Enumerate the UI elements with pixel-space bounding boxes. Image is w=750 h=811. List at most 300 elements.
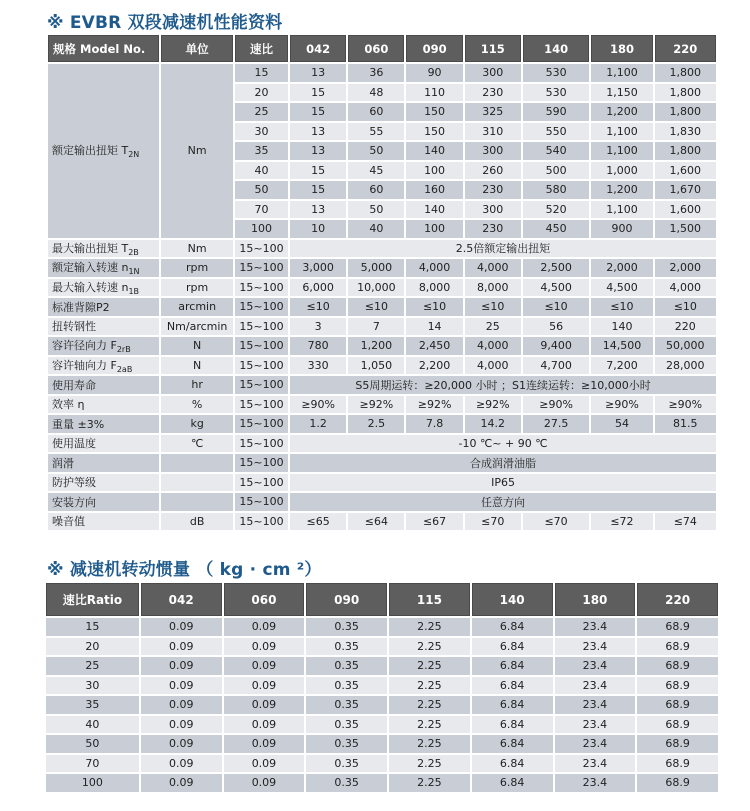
value-cell: 300 bbox=[465, 64, 521, 82]
value-cell: 14 bbox=[406, 318, 462, 336]
table-row bbox=[48, 454, 716, 472]
param-label: 安装方向 bbox=[52, 495, 96, 509]
value-cell: 2.25 bbox=[389, 735, 470, 753]
value-cell: 68.9 bbox=[637, 657, 718, 675]
value-cell: 2.25 bbox=[389, 696, 470, 714]
value-cell: 0.09 bbox=[224, 618, 305, 636]
ratio-cell: 25 bbox=[235, 103, 288, 121]
value-cell: 25 bbox=[465, 318, 521, 336]
column-header: 115 bbox=[389, 583, 470, 616]
unit-cell: ℃ bbox=[161, 435, 233, 453]
performance-spec-table bbox=[46, 33, 718, 532]
param-label: 容许轴向力 F bbox=[52, 358, 117, 372]
value-cell: 3 bbox=[290, 318, 346, 336]
inertia-header-row bbox=[46, 583, 718, 616]
value-cell: 13 bbox=[290, 64, 346, 82]
value-cell: ≤64 bbox=[348, 513, 404, 531]
unit-cell bbox=[161, 474, 233, 492]
table-row bbox=[46, 735, 718, 753]
ratio-cell: 15~100 bbox=[235, 279, 288, 297]
value-cell: 0.09 bbox=[141, 677, 222, 695]
value-cell: 1,100 bbox=[591, 123, 652, 141]
value-cell: 0.09 bbox=[141, 755, 222, 773]
value-cell: 13 bbox=[290, 142, 346, 160]
value-cell: 15 bbox=[290, 103, 346, 121]
value-cell: 6.84 bbox=[472, 696, 553, 714]
value-cell: ≤65 bbox=[290, 513, 346, 531]
param-label-cell bbox=[48, 337, 159, 355]
value-cell: 36 bbox=[348, 64, 404, 82]
value-cell: 150 bbox=[406, 103, 462, 121]
ratio-cell: 25 bbox=[46, 657, 139, 675]
table-row bbox=[46, 618, 718, 636]
value-cell: 0.35 bbox=[306, 638, 387, 656]
value-cell: 6.84 bbox=[472, 735, 553, 753]
value-cell: 140 bbox=[406, 142, 462, 160]
value-cell: 530 bbox=[523, 64, 589, 82]
value-cell: 50 bbox=[348, 201, 404, 219]
value-cell: 1,200 bbox=[591, 181, 652, 199]
value-cell: 2.25 bbox=[389, 677, 470, 695]
value-cell: 9,400 bbox=[523, 337, 589, 355]
param-label-cell bbox=[48, 396, 159, 414]
value-cell: ≥90% bbox=[523, 396, 589, 414]
table-row bbox=[48, 415, 716, 433]
table-row bbox=[46, 638, 718, 656]
value-cell: 0.09 bbox=[224, 696, 305, 714]
value-cell: 68.9 bbox=[637, 716, 718, 734]
value-cell: 14,500 bbox=[591, 337, 652, 355]
value-cell: 300 bbox=[465, 201, 521, 219]
table-row bbox=[48, 240, 716, 258]
value-cell: 10 bbox=[290, 220, 346, 238]
value-cell: 1.2 bbox=[290, 415, 346, 433]
ratio-cell: 100 bbox=[235, 220, 288, 238]
value-cell: 1,000 bbox=[591, 162, 652, 180]
value-cell: 220 bbox=[655, 318, 716, 336]
column-header: 042 bbox=[141, 583, 222, 616]
value-cell: 0.35 bbox=[306, 755, 387, 773]
value-cell: 150 bbox=[406, 123, 462, 141]
unit-cell bbox=[161, 493, 233, 511]
value-cell: 2.25 bbox=[389, 638, 470, 656]
param-label-cell bbox=[48, 493, 159, 511]
column-header: 规格 Model No. bbox=[48, 35, 159, 62]
ratio-cell: 30 bbox=[235, 123, 288, 141]
value-cell: 4,500 bbox=[591, 279, 652, 297]
value-cell: 1,800 bbox=[655, 84, 716, 102]
value-cell: 23.4 bbox=[555, 657, 636, 675]
ratio-cell: 15~100 bbox=[235, 240, 288, 258]
value-cell: 68.9 bbox=[637, 638, 718, 656]
value-cell: 3,000 bbox=[290, 259, 346, 277]
param-subscript: 2N bbox=[128, 150, 140, 160]
unit-cell: Nm/arcmin bbox=[161, 318, 233, 336]
value-cell: 110 bbox=[406, 84, 462, 102]
value-cell: ≤10 bbox=[523, 298, 589, 316]
param-label: 使用温度 bbox=[52, 437, 96, 451]
table-row bbox=[46, 696, 718, 714]
ratio-cell: 20 bbox=[46, 638, 139, 656]
value-cell: 2.25 bbox=[389, 657, 470, 675]
value-cell: 2.25 bbox=[389, 618, 470, 636]
value-cell: 0.35 bbox=[306, 735, 387, 753]
param-label: 润滑 bbox=[52, 456, 74, 470]
value-cell: 310 bbox=[465, 123, 521, 141]
merged-value-cell: IP65 bbox=[290, 474, 716, 492]
value-cell: ≤10 bbox=[465, 298, 521, 316]
column-header: 090 bbox=[306, 583, 387, 616]
value-cell: 1,800 bbox=[655, 64, 716, 82]
param-label-cell bbox=[48, 513, 159, 531]
value-cell: 0.35 bbox=[306, 696, 387, 714]
table-row bbox=[48, 318, 716, 336]
column-header: 140 bbox=[472, 583, 553, 616]
value-cell: 90 bbox=[406, 64, 462, 82]
ratio-cell: 15~100 bbox=[235, 454, 288, 472]
ratio-cell: 40 bbox=[46, 716, 139, 734]
value-cell: 50 bbox=[348, 142, 404, 160]
unit-cell: % bbox=[161, 396, 233, 414]
value-cell: 230 bbox=[465, 84, 521, 102]
value-cell: 6,000 bbox=[290, 279, 346, 297]
value-cell: 23.4 bbox=[555, 755, 636, 773]
unit-cell: kg bbox=[161, 415, 233, 433]
value-cell: 23.4 bbox=[555, 618, 636, 636]
value-cell: 4,500 bbox=[523, 279, 589, 297]
param-label: 标准背隙P2 bbox=[52, 300, 110, 314]
inertia-table-title: ※ 减速机转动惯量 （ kg · cm ²） bbox=[47, 560, 322, 580]
param-label-cell bbox=[48, 454, 159, 472]
value-cell: 0.35 bbox=[306, 716, 387, 734]
value-cell: ≤74 bbox=[655, 513, 716, 531]
column-header: 速比Ratio bbox=[46, 583, 139, 616]
table-row bbox=[48, 298, 716, 316]
value-cell: 1,100 bbox=[591, 64, 652, 82]
value-cell: 10,000 bbox=[348, 279, 404, 297]
value-cell: 68.9 bbox=[637, 735, 718, 753]
value-cell: ≥90% bbox=[655, 396, 716, 414]
value-cell: 68.9 bbox=[637, 774, 718, 792]
table-row bbox=[48, 396, 716, 414]
value-cell: ≤70 bbox=[523, 513, 589, 531]
value-cell: 28,000 bbox=[655, 357, 716, 375]
value-cell: ≥92% bbox=[465, 396, 521, 414]
unit-cell: dB bbox=[161, 513, 233, 531]
value-cell: 4,000 bbox=[406, 259, 462, 277]
value-cell: 900 bbox=[591, 220, 652, 238]
value-cell: 6.84 bbox=[472, 638, 553, 656]
column-header: 060 bbox=[348, 35, 404, 62]
value-cell: 0.35 bbox=[306, 774, 387, 792]
value-cell: 450 bbox=[523, 220, 589, 238]
value-cell: 230 bbox=[465, 220, 521, 238]
ratio-cell: 15~100 bbox=[235, 396, 288, 414]
value-cell: ≤10 bbox=[406, 298, 462, 316]
unit-cell: N bbox=[161, 357, 233, 375]
value-cell: ≤67 bbox=[406, 513, 462, 531]
merged-value-cell: S5周期运转：≥20,000 小时 ；S1连续运转：≥10,000小时 bbox=[290, 376, 716, 394]
value-cell: 0.09 bbox=[224, 735, 305, 753]
spec-header-row bbox=[48, 35, 716, 62]
value-cell: 1,600 bbox=[655, 162, 716, 180]
value-cell: 0.09 bbox=[224, 755, 305, 773]
value-cell: 1,800 bbox=[655, 142, 716, 160]
ratio-cell: 15~100 bbox=[235, 513, 288, 531]
merged-value-cell: 合成润滑油脂 bbox=[290, 454, 716, 472]
param-label-cell bbox=[48, 240, 159, 258]
param-label: 最大输出扭矩 T bbox=[52, 241, 129, 255]
ratio-cell: 15~100 bbox=[235, 318, 288, 336]
value-cell: 1,600 bbox=[655, 201, 716, 219]
column-header: 042 bbox=[290, 35, 346, 62]
value-cell: 60 bbox=[348, 103, 404, 121]
value-cell: 55 bbox=[348, 123, 404, 141]
value-cell: ≤10 bbox=[348, 298, 404, 316]
value-cell: 7 bbox=[348, 318, 404, 336]
value-cell: 330 bbox=[290, 357, 346, 375]
table-row bbox=[46, 657, 718, 675]
value-cell: 5,000 bbox=[348, 259, 404, 277]
ratio-cell: 50 bbox=[235, 181, 288, 199]
value-cell: 23.4 bbox=[555, 716, 636, 734]
value-cell: 60 bbox=[348, 181, 404, 199]
value-cell: ≤10 bbox=[290, 298, 346, 316]
column-header: 180 bbox=[591, 35, 652, 62]
value-cell: 0.09 bbox=[141, 657, 222, 675]
ratio-cell: 100 bbox=[46, 774, 139, 792]
value-cell: 0.09 bbox=[141, 696, 222, 714]
param-label: 扭转钢性 bbox=[52, 320, 96, 334]
value-cell: 540 bbox=[523, 142, 589, 160]
value-cell: 6.84 bbox=[472, 774, 553, 792]
value-cell: 68.9 bbox=[637, 618, 718, 636]
table-row bbox=[48, 64, 716, 82]
value-cell: 4,000 bbox=[465, 357, 521, 375]
unit-cell: Nm bbox=[161, 64, 233, 238]
ratio-cell: 20 bbox=[235, 84, 288, 102]
value-cell: 2.25 bbox=[389, 755, 470, 773]
column-header: 060 bbox=[224, 583, 305, 616]
value-cell: 68.9 bbox=[637, 755, 718, 773]
value-cell: 230 bbox=[465, 181, 521, 199]
ratio-cell: 70 bbox=[235, 201, 288, 219]
column-header: 180 bbox=[555, 583, 636, 616]
value-cell: 2.25 bbox=[389, 774, 470, 792]
table-row bbox=[48, 357, 716, 375]
value-cell: 0.09 bbox=[224, 677, 305, 695]
param-label: 最大输入转速 n bbox=[52, 280, 129, 294]
value-cell: 780 bbox=[290, 337, 346, 355]
value-cell: 6.84 bbox=[472, 716, 553, 734]
value-cell: 1,100 bbox=[591, 142, 652, 160]
value-cell: 300 bbox=[465, 142, 521, 160]
column-header: 140 bbox=[523, 35, 589, 62]
unit-cell: N bbox=[161, 337, 233, 355]
param-label: 额定输出扭矩 T bbox=[52, 144, 129, 158]
param-label-cell bbox=[48, 376, 159, 394]
value-cell: ≤72 bbox=[591, 513, 652, 531]
value-cell: ≤10 bbox=[655, 298, 716, 316]
value-cell: 23.4 bbox=[555, 696, 636, 714]
value-cell: 2,200 bbox=[406, 357, 462, 375]
ratio-cell: 15~100 bbox=[235, 298, 288, 316]
value-cell: 0.09 bbox=[141, 735, 222, 753]
rated-torque-label bbox=[48, 64, 159, 238]
value-cell: 23.4 bbox=[555, 735, 636, 753]
value-cell: 4,000 bbox=[465, 259, 521, 277]
merged-value-cell: -10 ℃~ + 90 ℃ bbox=[290, 435, 716, 453]
table-row bbox=[48, 493, 716, 511]
param-label-cell bbox=[48, 298, 159, 316]
value-cell: 8,000 bbox=[465, 279, 521, 297]
param-label: 效率 η bbox=[52, 398, 85, 412]
value-cell: 2,000 bbox=[591, 259, 652, 277]
param-label: 额定输入转速 n bbox=[52, 261, 129, 275]
value-cell: 4,000 bbox=[465, 337, 521, 355]
value-cell: 7.8 bbox=[406, 415, 462, 433]
param-label-cell bbox=[48, 357, 159, 375]
value-cell: 0.35 bbox=[306, 657, 387, 675]
param-subscript: 2B bbox=[128, 247, 139, 257]
value-cell: 530 bbox=[523, 84, 589, 102]
param-label: 防护等级 bbox=[52, 476, 96, 490]
param-label: 使用寿命 bbox=[52, 378, 96, 392]
value-cell: 27.5 bbox=[523, 415, 589, 433]
value-cell: 160 bbox=[406, 181, 462, 199]
value-cell: 500 bbox=[523, 162, 589, 180]
ratio-cell: 15 bbox=[46, 618, 139, 636]
value-cell: ≤70 bbox=[465, 513, 521, 531]
value-cell: 68.9 bbox=[637, 696, 718, 714]
value-cell: 1,500 bbox=[655, 220, 716, 238]
ratio-cell: 15~100 bbox=[235, 376, 288, 394]
value-cell: 2.5 bbox=[348, 415, 404, 433]
ratio-cell: 15~100 bbox=[235, 493, 288, 511]
value-cell: 1,150 bbox=[591, 84, 652, 102]
value-cell: 2.25 bbox=[389, 716, 470, 734]
column-header: 220 bbox=[655, 35, 716, 62]
value-cell: 550 bbox=[523, 123, 589, 141]
value-cell: 6.84 bbox=[472, 618, 553, 636]
param-label-cell bbox=[48, 259, 159, 277]
value-cell: 1,830 bbox=[655, 123, 716, 141]
ratio-cell: 15~100 bbox=[235, 259, 288, 277]
value-cell: 6.84 bbox=[472, 755, 553, 773]
value-cell: 23.4 bbox=[555, 638, 636, 656]
value-cell: 0.09 bbox=[141, 774, 222, 792]
value-cell: 1,100 bbox=[591, 201, 652, 219]
value-cell: 56 bbox=[523, 318, 589, 336]
column-header: 单位 bbox=[161, 35, 233, 62]
table-row bbox=[46, 774, 718, 792]
value-cell: 8,000 bbox=[406, 279, 462, 297]
value-cell: 260 bbox=[465, 162, 521, 180]
merged-value-cell: 2.5倍额定输出扭矩 bbox=[290, 240, 716, 258]
param-subscript: 1B bbox=[128, 286, 140, 296]
ratio-cell: 35 bbox=[235, 142, 288, 160]
ratio-cell: 35 bbox=[46, 696, 139, 714]
value-cell: 0.09 bbox=[141, 618, 222, 636]
table-row bbox=[48, 513, 716, 531]
value-cell: 2,450 bbox=[406, 337, 462, 355]
table-row bbox=[48, 435, 716, 453]
param-label: 重量 ±3% bbox=[52, 417, 105, 431]
value-cell: ≥92% bbox=[348, 396, 404, 414]
param-subscript: 2aB bbox=[116, 364, 133, 374]
value-cell: 1,200 bbox=[348, 337, 404, 355]
value-cell: 54 bbox=[591, 415, 652, 433]
ratio-cell: 15~100 bbox=[235, 415, 288, 433]
table-row bbox=[48, 376, 716, 394]
ratio-cell: 40 bbox=[235, 162, 288, 180]
table-row bbox=[48, 474, 716, 492]
value-cell: 6.84 bbox=[472, 677, 553, 695]
value-cell: 0.35 bbox=[306, 618, 387, 636]
param-label-cell bbox=[48, 279, 159, 297]
unit-cell: arcmin bbox=[161, 298, 233, 316]
value-cell: 81.5 bbox=[655, 415, 716, 433]
value-cell: ≥90% bbox=[290, 396, 346, 414]
value-cell: 4,000 bbox=[655, 279, 716, 297]
value-cell: 13 bbox=[290, 123, 346, 141]
ratio-cell: 15~100 bbox=[235, 357, 288, 375]
value-cell: 13 bbox=[290, 201, 346, 219]
value-cell: 1,800 bbox=[655, 103, 716, 121]
ratio-cell: 15 bbox=[235, 64, 288, 82]
value-cell: 325 bbox=[465, 103, 521, 121]
unit-cell: hr bbox=[161, 376, 233, 394]
value-cell: 0.09 bbox=[224, 716, 305, 734]
value-cell: ≤10 bbox=[591, 298, 652, 316]
ratio-cell: 15~100 bbox=[235, 337, 288, 355]
value-cell: 14.2 bbox=[465, 415, 521, 433]
value-cell: 2,500 bbox=[523, 259, 589, 277]
table-row bbox=[48, 337, 716, 355]
ratio-cell: 50 bbox=[46, 735, 139, 753]
param-subscript: 2rB bbox=[116, 345, 131, 355]
value-cell: 0.09 bbox=[224, 638, 305, 656]
value-cell: 2,000 bbox=[655, 259, 716, 277]
param-label: 容许径向力 F bbox=[52, 339, 117, 353]
param-subscript: 1N bbox=[128, 267, 140, 277]
param-label: 噪音值 bbox=[52, 515, 85, 529]
ratio-cell: 15~100 bbox=[235, 474, 288, 492]
value-cell: 1,200 bbox=[591, 103, 652, 121]
table-row bbox=[48, 259, 716, 277]
inertia-table bbox=[44, 581, 720, 794]
value-cell: 48 bbox=[348, 84, 404, 102]
value-cell: 0.09 bbox=[224, 657, 305, 675]
column-header: 115 bbox=[465, 35, 521, 62]
table-row bbox=[46, 716, 718, 734]
param-label-cell bbox=[48, 435, 159, 453]
column-header: 220 bbox=[637, 583, 718, 616]
value-cell: 590 bbox=[523, 103, 589, 121]
value-cell: 68.9 bbox=[637, 677, 718, 695]
value-cell: ≥92% bbox=[406, 396, 462, 414]
unit-cell: Nm bbox=[161, 240, 233, 258]
value-cell: 520 bbox=[523, 201, 589, 219]
ratio-cell: 15~100 bbox=[235, 435, 288, 453]
merged-value-cell: 任意方向 bbox=[290, 493, 716, 511]
value-cell: 140 bbox=[591, 318, 652, 336]
value-cell: 1,670 bbox=[655, 181, 716, 199]
value-cell: 140 bbox=[406, 201, 462, 219]
param-label-cell bbox=[48, 318, 159, 336]
value-cell: 15 bbox=[290, 181, 346, 199]
value-cell: 45 bbox=[348, 162, 404, 180]
